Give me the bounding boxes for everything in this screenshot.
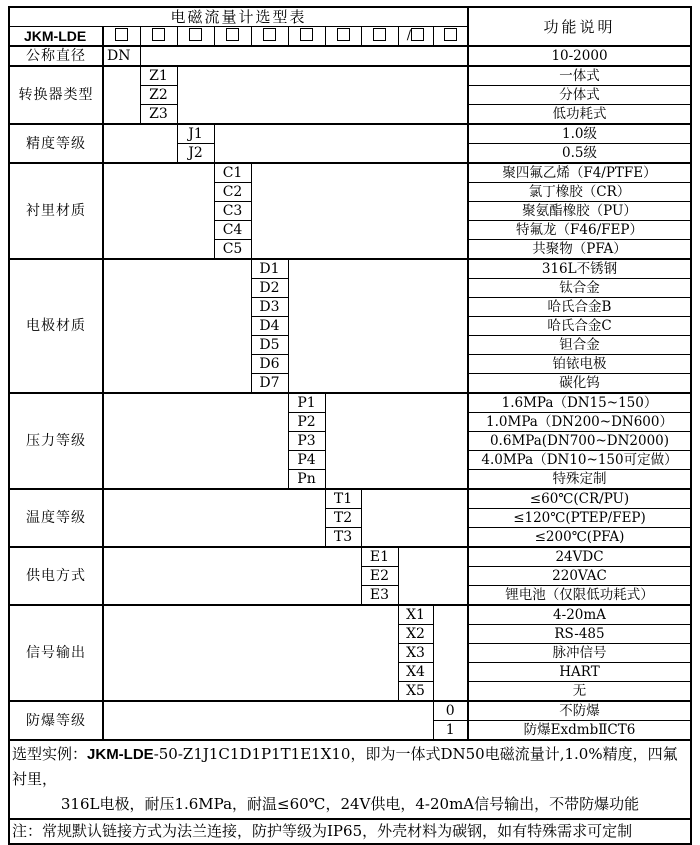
- table-foot: [9, 740, 691, 844]
- function-value: 低功耗式: [468, 105, 691, 125]
- checkbox-icon[interactable]: [115, 28, 128, 41]
- footnote: 注：常规默认链接方式为法兰连接，防护等级为IP65，外壳材料为碳钢，如有特殊需求可定制: [9, 819, 691, 844]
- function-value: 4-20mA: [468, 605, 691, 625]
- function-value: 220VAC: [468, 567, 691, 586]
- function-value: HART: [468, 663, 691, 682]
- function-value: 1.6MPa（DN15~150）: [468, 393, 691, 413]
- function-value: ≤60℃(CR/PU): [468, 489, 691, 509]
- model-code-cell-5[interactable]: [251, 27, 288, 47]
- function-column-header: 功能说明: [468, 7, 691, 46]
- model-code-cell-7[interactable]: [325, 27, 361, 47]
- function-value: ≤120℃(PTEP/FEP): [468, 509, 691, 528]
- code-cell: C1: [214, 163, 251, 183]
- example-code-string: -50-Z1J1C1D1P1T1E1X10，即为一体式DN50电磁流量计,1.0%精度，四氟衬里，: [12, 745, 678, 788]
- function-value: ≤200℃(PFA): [468, 528, 691, 548]
- code-cell: P3: [288, 432, 325, 451]
- code-cell: P1: [288, 393, 325, 413]
- code-cell: P2: [288, 413, 325, 432]
- code-cell: 0: [433, 701, 468, 721]
- section-label: 信号输出: [9, 605, 103, 701]
- function-value: 脉冲信号: [468, 644, 691, 663]
- function-value: 24VDC: [468, 547, 691, 567]
- function-value: 1.0级: [468, 124, 691, 144]
- function-value: 钛合金: [468, 279, 691, 298]
- spacer-cell: [251, 163, 468, 259]
- code-cell: J2: [177, 144, 214, 164]
- model-code-cell-9[interactable]: /: [398, 27, 433, 47]
- spacer-cell: [103, 489, 325, 547]
- checkbox-icon[interactable]: [263, 28, 276, 41]
- function-value: RS-485: [468, 625, 691, 644]
- example-line2: 316L电极，耐压1.6MPa，耐温≤60℃，24V供电，4-20mA信号输出，不带防爆功能: [60, 795, 640, 813]
- checkbox-icon[interactable]: [189, 28, 202, 41]
- function-value: 铂铱电极: [468, 355, 691, 374]
- checkbox-icon[interactable]: [411, 28, 424, 41]
- code-cell: T2: [325, 509, 361, 528]
- code-cell: D1: [251, 259, 288, 279]
- section-label: 供电方式: [9, 547, 103, 605]
- checkbox-icon[interactable]: [337, 28, 350, 41]
- example-row: [9, 740, 691, 819]
- spacer-cell: [361, 489, 468, 547]
- function-value: 不防爆: [468, 701, 691, 721]
- code-cell: D7: [251, 374, 288, 394]
- function-value: 聚氨酯橡胶（PU）: [468, 202, 691, 221]
- code-cell: C3: [214, 202, 251, 221]
- function-value: 共聚物（PFA）: [468, 240, 691, 260]
- model-code-cell-6[interactable]: [288, 27, 325, 47]
- model-code-cell-3[interactable]: [177, 27, 214, 47]
- code-cell: P4: [288, 451, 325, 470]
- function-value: 聚四氟乙烯（F4/PTFE）: [468, 163, 691, 183]
- code-cell: DN: [103, 46, 140, 66]
- code-cell: Z3: [140, 105, 177, 125]
- spacer-cell: [325, 393, 468, 489]
- code-cell: D5: [251, 336, 288, 355]
- spacer-cell: [103, 547, 361, 605]
- code-cell: T3: [325, 528, 361, 548]
- code-cell: Z1: [140, 66, 177, 86]
- code-cell: Pn: [288, 470, 325, 490]
- code-cell: Z2: [140, 86, 177, 105]
- spacer-cell: [398, 547, 468, 605]
- code-cell: D2: [251, 279, 288, 298]
- code-cell: C2: [214, 183, 251, 202]
- function-value: 分体式: [468, 86, 691, 105]
- section-label: 温度等级: [9, 489, 103, 547]
- spacer-cell: [103, 701, 433, 740]
- spacer-cell: [103, 163, 214, 259]
- spacer-cell: [177, 66, 468, 124]
- function-value: 哈氏合金B: [468, 298, 691, 317]
- code-cell: E3: [361, 586, 398, 606]
- model-prefix: JKM-LDE: [9, 27, 103, 47]
- model-code-cell-4[interactable]: [214, 27, 251, 47]
- code-cell: X1: [398, 605, 433, 625]
- example-model: JKM-LDE: [87, 746, 154, 763]
- code-cell: X2: [398, 625, 433, 644]
- section-label: 公称直径: [9, 46, 103, 66]
- code-cell: 1: [433, 721, 468, 741]
- table-head: [9, 7, 691, 46]
- selection-sections: [9, 46, 691, 740]
- code-cell: D4: [251, 317, 288, 336]
- code-cell: D3: [251, 298, 288, 317]
- function-value: 4.0MPa（DN10~150可定做）: [468, 451, 691, 470]
- spacer-cell: [103, 393, 288, 489]
- function-value: 0.5级: [468, 144, 691, 164]
- code-cell: E1: [361, 547, 398, 567]
- function-value: 钽合金: [468, 336, 691, 355]
- code-cell: X5: [398, 682, 433, 702]
- code-cell: C4: [214, 221, 251, 240]
- flowmeter-selection-table: [8, 6, 692, 845]
- function-value: 防爆ExdmbⅡCT6: [468, 721, 691, 741]
- function-value: 1.0MPa（DN200~DN600）: [468, 413, 691, 432]
- table-title: 电磁流量计选型表: [9, 7, 468, 27]
- spacer-cell: [214, 124, 468, 163]
- function-value: 10-2000: [468, 46, 691, 66]
- function-value: 哈氏合金C: [468, 317, 691, 336]
- code-cell: C5: [214, 240, 251, 260]
- function-value: 一体式: [468, 66, 691, 86]
- section-label: 压力等级: [9, 393, 103, 489]
- function-value: 特殊定制: [468, 470, 691, 490]
- spacer-cell: [140, 46, 468, 66]
- checkbox-icon[interactable]: [444, 28, 457, 41]
- code-cell: T1: [325, 489, 361, 509]
- example-line1: [12, 742, 688, 792]
- selection-example: [9, 740, 691, 819]
- code-cell: D6: [251, 355, 288, 374]
- function-value: 锂电池（仅限低功耗式）: [468, 586, 691, 606]
- note-row: [9, 819, 691, 844]
- function-value: 无: [468, 682, 691, 702]
- checkbox-icon[interactable]: [226, 28, 239, 41]
- checkbox-icon[interactable]: [300, 28, 313, 41]
- checkbox-icon[interactable]: [152, 28, 165, 41]
- section-label: 电极材质: [9, 259, 103, 393]
- section-label: 防爆等级: [9, 701, 103, 740]
- section-label: 转换器类型: [9, 66, 103, 124]
- function-value: 316L不锈钢: [468, 259, 691, 279]
- code-cell: E2: [361, 567, 398, 586]
- spacer-cell: [103, 66, 140, 124]
- function-value: 氯丁橡胶（CR）: [468, 183, 691, 202]
- title-row: [9, 7, 691, 27]
- model-code-cell-2[interactable]: [140, 27, 177, 47]
- spacer-cell: [288, 259, 468, 393]
- function-value: 碳化钨: [468, 374, 691, 394]
- section-label: 精度等级: [9, 124, 103, 163]
- example-label: 选型实例：: [12, 745, 88, 763]
- checkbox-icon[interactable]: [373, 28, 386, 41]
- model-code-cell-8[interactable]: [361, 27, 398, 47]
- code-cell: X3: [398, 644, 433, 663]
- spacer-cell: [103, 124, 177, 163]
- function-value: 0.6MPa(DN700~DN2000): [468, 432, 691, 451]
- model-code-cell-10[interactable]: [433, 27, 468, 47]
- code-cell: J1: [177, 124, 214, 144]
- spacer-cell: [433, 605, 468, 701]
- code-cell: X4: [398, 663, 433, 682]
- function-value: 特氟龙（F46/FEP）: [468, 221, 691, 240]
- spacer-cell: [103, 259, 251, 393]
- section-label: 衬里材质: [9, 163, 103, 259]
- model-code-cell-1[interactable]: [103, 27, 140, 47]
- spacer-cell: [103, 605, 398, 701]
